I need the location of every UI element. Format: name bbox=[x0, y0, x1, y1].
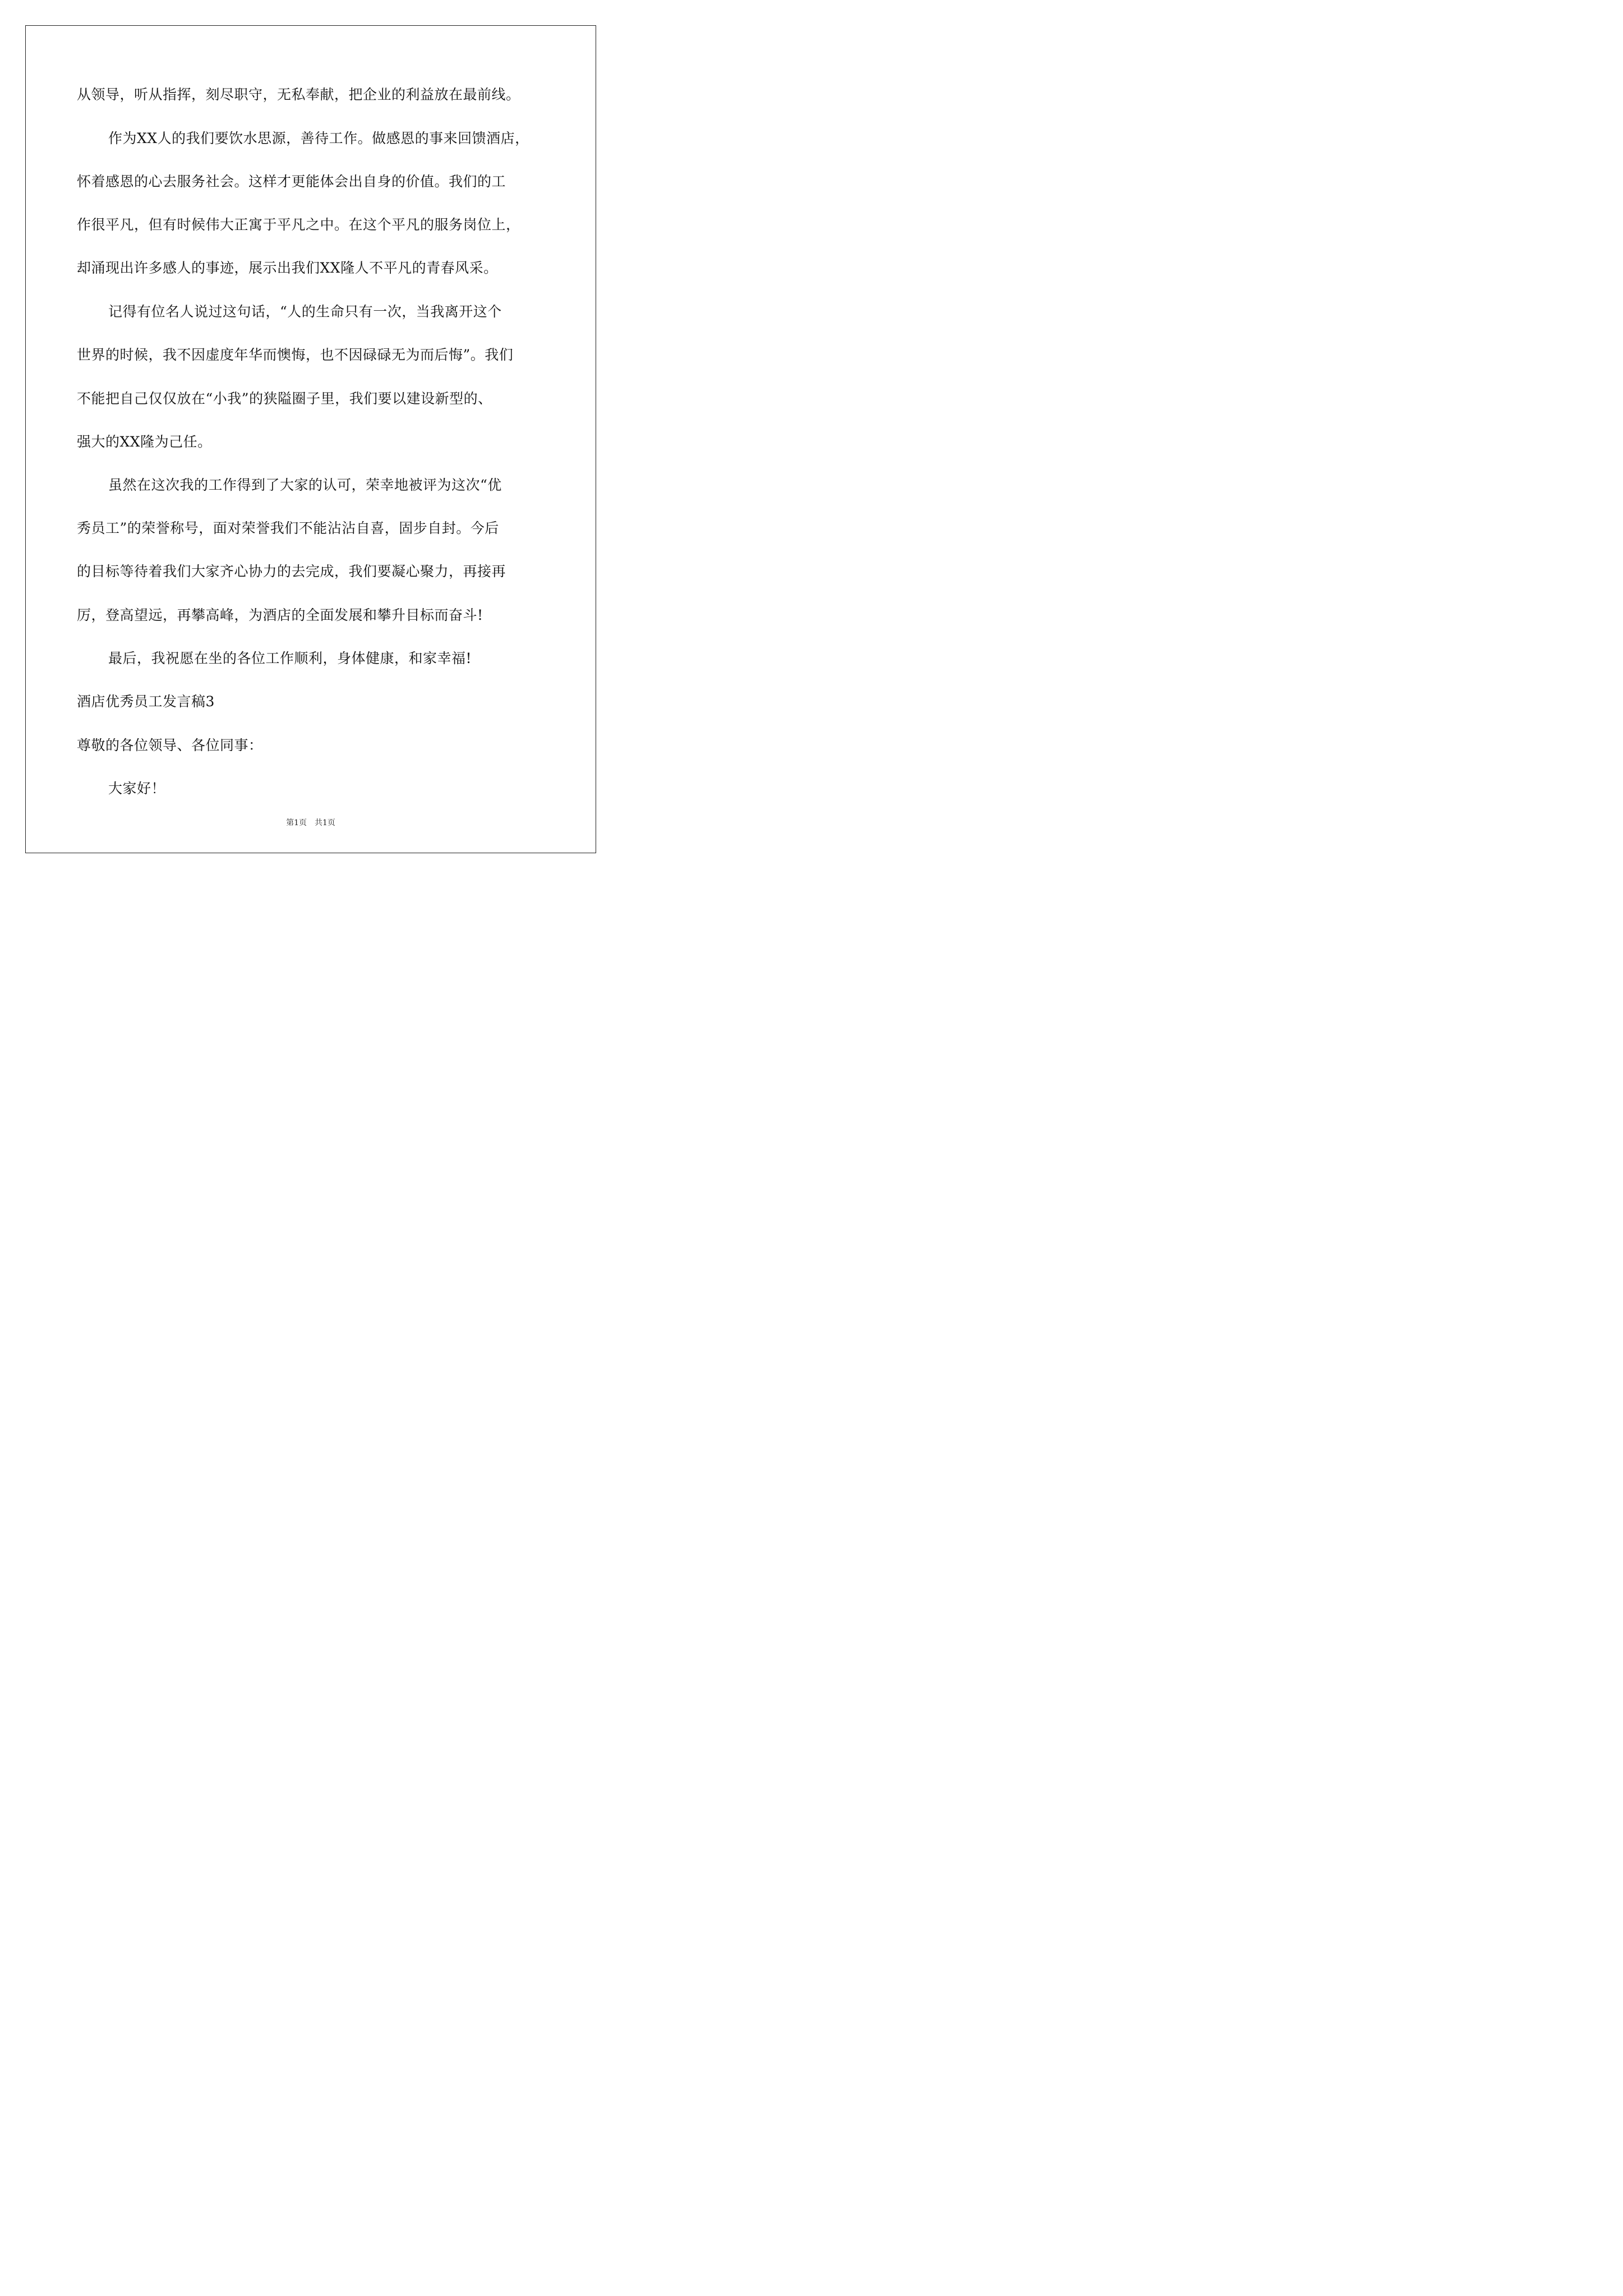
text-line-9: 强大的XX隆为己任。 bbox=[77, 434, 212, 450]
text-line-6: 记得有位名人说过这句话，“人的生命只有一次，当我离开这个 bbox=[108, 303, 502, 320]
text-line-5: 却涌现出许多感人的事迹，展示出我们XX隆人不平凡的青春风采。 bbox=[77, 260, 498, 276]
text-line-12: 的目标等待着我们大家齐心协力的去完成，我们要凝心聚力，再接再 bbox=[77, 563, 506, 579]
text-line-11: 秀员工”的荣誉称号，面对荣誉我们不能沾沾自喜，固步自封。今后 bbox=[77, 520, 499, 536]
text-line-7: 世界的时候，我不因虚度年华而懊悔，也不因碌碌无为而后悔”。我们 bbox=[77, 347, 514, 363]
greeting: 大家好！ bbox=[108, 780, 166, 797]
salutation: 尊敬的各位领导、各位同事： bbox=[77, 737, 263, 753]
page-footer: 第1页 共1页 bbox=[286, 818, 335, 827]
section-title: 酒店优秀员工发言稿3 bbox=[77, 693, 215, 710]
text-line-1: 从领导，听从指挥，刻尽职守，无私奉献，把企业的利益放在最前线。 bbox=[77, 86, 520, 103]
text-line-14: 最后，我祝愿在坐的各位工作顺利，身体健康，和家幸福! bbox=[108, 650, 472, 666]
text-line-3: 怀着感恩的心去服务社会。这样才更能体会出自身的价值。我们的工 bbox=[77, 173, 506, 190]
text-line-10: 虽然在这次我的工作得到了大家的认可，荣幸地被评为这次“优 bbox=[108, 477, 502, 493]
text-line-4: 作很平凡，但有时候伟大正寓于平凡之中。在这个平凡的服务岗位上， bbox=[77, 217, 520, 233]
text-line-2: 作为XX人的我们要饮水思源，善待工作。做感恩的事来回馈酒店， bbox=[108, 130, 529, 146]
text-line-13: 厉，登高望远，再攀高峰，为酒店的全面发展和攀升目标而奋斗! bbox=[77, 607, 483, 623]
text-line-8: 不能把自己仅仅放在“小我”的狭隘圈子里，我们要以建设新型的、 bbox=[77, 390, 492, 407]
